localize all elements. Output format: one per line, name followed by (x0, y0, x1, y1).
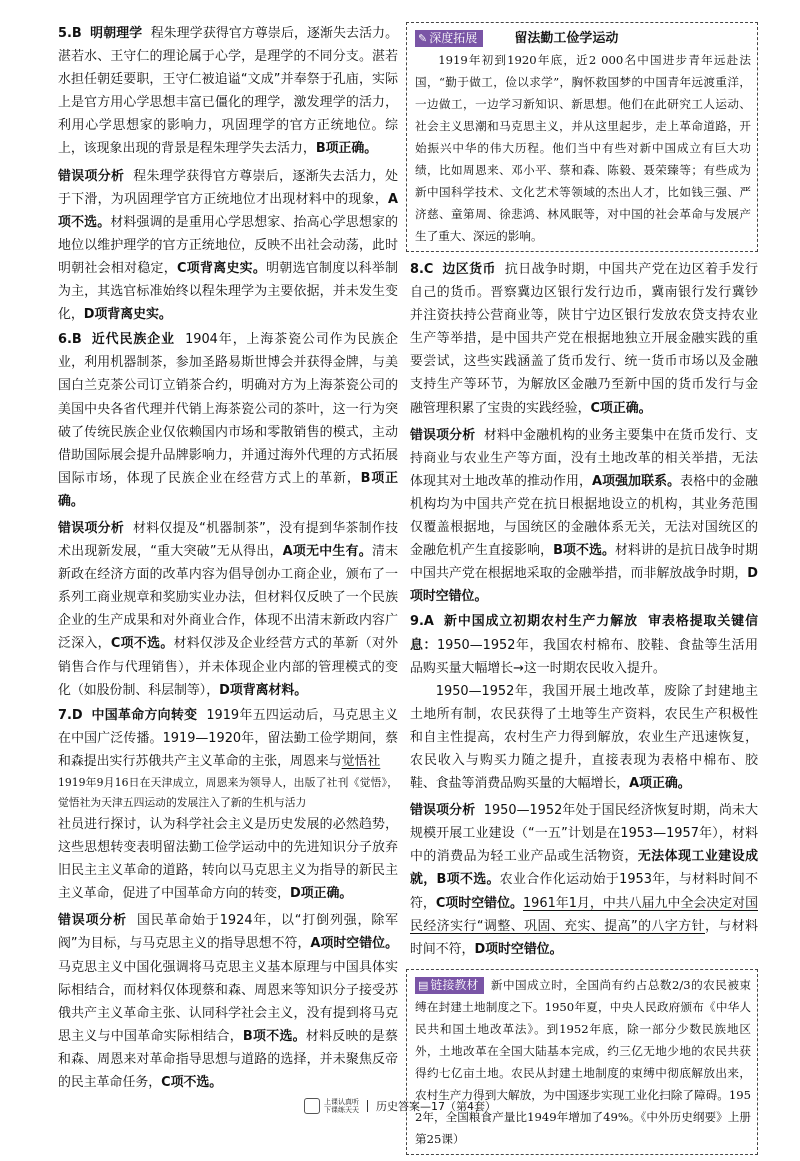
brand-slogan (324, 1098, 359, 1114)
brand-logo-icon (304, 1098, 320, 1114)
error-text: 表格中的金融机构均为中国共产党在抗日根据地设立的机构，其业务范围仅覆盖根据地，与国统区的金融体系无关，无法对国统区的金融危机产生直接影响， (410, 473, 759, 559)
box-tab (415, 977, 484, 994)
error-verdict: A项强加联系。 (592, 473, 681, 489)
error-verdict: C项不选。 (161, 1075, 223, 1091)
correct-option: D项正确。 (290, 886, 353, 902)
answer-topic: 中国革命方向转变 (91, 707, 198, 723)
answer-topic: 近代民族企业 (91, 332, 175, 348)
error-text: 清末新政在经济方面的改革内容为倡导创办工商企业，颁布了一系列工商业规章和奖励实业办法，但材料仅反映了一个民族企业的生产成果和对外商业合作，体现不出清末新政内容广泛深入， (58, 544, 398, 652)
brand-line-1: 上课认真听 (324, 1098, 359, 1106)
answer-topic: 新中国成立初期农村生产力解放 (443, 614, 638, 630)
error-text: 明朝选官制度以科举制为主，其选官标准始终以程朱理学为主要依据，并未发生变化， (58, 260, 399, 323)
underlined-term: 1961年1月，中共八届九中全会决定对国民经济实行“调整、巩固、充实、提高”的八字方针 (410, 895, 758, 934)
error-verdict: A项时空错位。 (310, 936, 398, 952)
correct-option: A项正确。 (629, 776, 691, 792)
answer-body: 程朱理学获得官方尊崇后，逐渐失去活力。湛若水、王守仁的理论属于心学，是理学的不同分支。湛若水担任朝廷要职，王守仁被追谥“文成”并奉祭于孔庙，实际上是官方用心学思想丰富已僵化的理学，激发理学的活力，利用心学思想家的影响力，巩固理学的官方正统地位。综上，该现象出现的背景是程朱理学失去活力， (58, 26, 399, 157)
answer-body: 抗日战争时期，中国共产党在边区着手发行自己的货币。晋察冀边区银行发行边币，冀南银行发行冀钞并注资扶持公营商业等，陕甘宁边区银行发放农贷支持农业生产等举措，是中国共产党在根据地独立开展金融实践的重要尝试，这些实践涵盖了货币发行、统一货币市场以及金融支持生产等环节，为解放区金融乃至新中国的货币发行与金融管理积累了宝贵的实践经验， (410, 262, 758, 416)
footer-page-label: 历史答案—17（第4套） (376, 1100, 496, 1113)
answer-5 (58, 22, 398, 326)
answer-number: 8.C (410, 262, 434, 277)
error-text: 材料反映的是蔡和森、周恩来对革命指导思想与道路的选择，并未聚焦反帝的民主革命任务， (58, 1028, 399, 1091)
underlined-term: 觉悟社 (341, 753, 381, 769)
correct-option: B项正确。 (58, 470, 399, 509)
footer-divider (367, 1100, 368, 1112)
error-text: 材料强调的是重用心学思想家、抬高心学思想家的地位以维护理学的官方正统地位，反映不出社会动荡，此时明朝社会相对稳定， (58, 214, 399, 276)
box-tab-label: 链接教材 (430, 977, 479, 992)
brand-line-2: 下课练天天 (324, 1106, 359, 1114)
answer-body: 1904年，上海茶瓷公司作为民族企业，利用机器制茶，参加圣路易斯世博会并获得金牌，与美国白兰克茶公司订立销茶合约，明确对方为上海茶瓷公司的美国中央各省代理并代销上海茶瓷公司的茶叶，这一行为突破了传统民族企业仅依赖国内市场和零散销售的模式，主动借助国际展会提升品牌影响力，并通过海外代理的方式拓展国际市场，体现了民族企业在经营方式上的革新， (58, 332, 398, 486)
error-text: 马克思主义中国化强调将马克思主义基本原理与中国具体实际相结合，而材料仅体现蔡和森、周恩来等知识分子接受苏俄共产主义革命主张、认同科学社会主义，没有提到将马克思主义与中国革命实际相结合， (58, 959, 398, 1044)
error-text: 材料中金融机构的业务主要集中在货币发行、支持商业与农业生产等方面，没有土地改革的相关举措，无法体现其对土地改革的推动作用， (410, 427, 758, 489)
correct-option: C项正确。 (590, 400, 652, 416)
error-verdict: B项不选。 (242, 1028, 306, 1044)
answer-8 (410, 258, 758, 608)
error-verdict: B项不选。 (553, 543, 616, 559)
review-label: 审表格提取关键信息： (410, 614, 759, 653)
error-analysis-label: 错误项分析 (410, 427, 476, 443)
error-text: ，与材料时间不符， (410, 918, 759, 957)
answer-6 (58, 328, 398, 702)
error-emphasis: 无法体现工业建设成就， (410, 849, 759, 888)
answer-number: 6.B (58, 332, 82, 348)
error-analysis-label: 错误项分析 (58, 520, 125, 536)
book-icon: ▤ (418, 978, 429, 992)
left-column (58, 22, 398, 1094)
error-verdict: A项不选。 (58, 191, 398, 230)
answer-number: 5.B (58, 26, 82, 41)
box-text: 新中国成立时，全国尚有约占总数2/3的农民被束缚在封建土地制度之下。1950年夏，中央人民政府颁布《中华人民共和国土地改革法》。到1952年底，除一部分少数民族地区外，土地改革在全国大陆基本完成，约三亿无地少地的农民共获得约七亿亩土地。农民从封建土地制度的束缚中彻底解放出来，农村生产力得到大解放，为中国逐步实现工业化扫除了障碍。1952年，全国粮食产量比1949年增加了49%。《中外历史纲要》上册第25课） (415, 977, 751, 1146)
error-text: 国民革命始于1924年，以“打倒列强，除军阀”为目标，与马克思主义的指导思想不符， (58, 913, 399, 952)
error-text: 农业合作化运动始于1953年，与材料时间不符， (410, 872, 759, 911)
error-text: 程朱理学获得官方尊崇后，逐渐失去活力，处于下滑，为巩固理学官方正统地位才出现材料中的现象， (58, 168, 399, 207)
pen-icon: ✎ (418, 32, 428, 45)
answer-number: 9.A (410, 614, 434, 630)
error-text: 材料仅提及“机器制茶”，没有提到华茶制作技术出现新发展，“重大突破”无从得出， (58, 520, 399, 560)
error-analysis-label: 错误项分析 (410, 803, 476, 819)
answer-topic: 边区货币 (442, 262, 496, 277)
page-footer (0, 1098, 800, 1114)
answer-9 (410, 610, 758, 960)
error-verdict: C项不选。 (110, 636, 174, 652)
error-verdict: A项无中生有。 (282, 544, 372, 560)
answer-topic: 明朝理学 (90, 26, 143, 41)
error-text: 材料仅涉及企业经营方式的革新（对外销售合作与代理销售），并未体现企业内部的管理模式的变化（如股份制、科层制等）， (58, 636, 399, 698)
error-verdict: D项背离史实。 (83, 307, 172, 323)
error-verdict: C项背离史实。 (177, 260, 267, 276)
error-text: 1950—1952年处于国民经济恢复时期，尚未大规模开展工业建设（“一五”计划是在1953—1957年），材料中的消费品为轻工业产品或生活物资， (410, 803, 758, 865)
right-column (410, 22, 758, 1161)
deep-expansion-box (406, 22, 758, 252)
margin-note: 1919年9月16日在天津成立，周恩来为领导人，出版了社刊《觉悟》，觉悟社为天津五四运动的发展注入了新的生机与活力 (58, 776, 398, 809)
error-verdict: D项时空错位。 (410, 566, 758, 605)
error-verdict: B项不选。 (436, 872, 500, 888)
error-analysis-label: 错误项分析 (58, 168, 125, 184)
answer-body: 社员进行探讨，认为科学社会主义是历史发展的必然趋势，这些思想转变表明留法勤工俭学运动中的先进知识分子放弃旧民主主义革命的道路，转向以马克思主义为指导的新民主主义革命，促进了中国革命方向的转变， (58, 817, 398, 902)
answer-7 (58, 704, 398, 1094)
error-verdict: D项时空错位。 (474, 941, 563, 957)
box-tab-label: 深度拓展 (429, 31, 478, 45)
error-analysis-label: 错误项分析 (58, 913, 127, 929)
answer-body: 1950—1952年，我国开展土地改革，废除了封建地主土地所有制，农民获得了土地等生产资料，农民生产积极性和自主性提高，农村生产力得到解放，农业生产迅速恢复，农民收入与购买力随之提升，直接表现为表格中棉布、胶鞋、食盐等消费品购买量的大幅增长， (410, 683, 758, 792)
box-text: 1919年初到1920年底，近2 000名中国进步青年远赴法国，“勤于做工，俭以求学”，胸怀救国梦的中国青年远渡重洋，一边做工，一边学习新知识、新思想。他们在此研究工人运动、社会主义思潮和马克思主义，并从这里起步，走上革命道路，开始振兴中华的伟大历程。他们当中有些对新中国成立有巨大功绩，比如周恩来、邓小平、蔡和森、陈毅、聂荣臻等；有些成为新中国科学技术、文化艺术等领域的杰出人才，比如钱三强、严济慈、童第周、徐悲鸿、林风眠等，对中国的社会革命与发展产生了重大、深远的影响。 (415, 53, 751, 243)
error-text: 材料讲的是抗日战争时期中国共产党在根据地采取的金融举措，而非解放战争时期， (410, 543, 759, 582)
correct-option: B项正确。 (315, 141, 378, 157)
review-text: 1950—1952年，我国农村棉布、胶鞋、食盐等生活用品购买量大幅增长→这一时期农民收入提升。 (410, 637, 758, 676)
answer-number: 7.D (58, 707, 83, 723)
textbook-link-box (406, 969, 758, 1155)
box-title: 留法勤工俭学运动 (514, 31, 619, 46)
answer-body: 1919年五四运动后，马克思主义在中国广泛传播。1919—1920年，留法勤工俭学期间，蔡和森提出实行苏俄共产主义革命的主张，周恩来与 (58, 707, 399, 769)
box-tab (415, 30, 483, 47)
error-verdict: D项背离材料。 (219, 682, 308, 698)
error-verdict: C项时空错位。 (435, 895, 523, 911)
